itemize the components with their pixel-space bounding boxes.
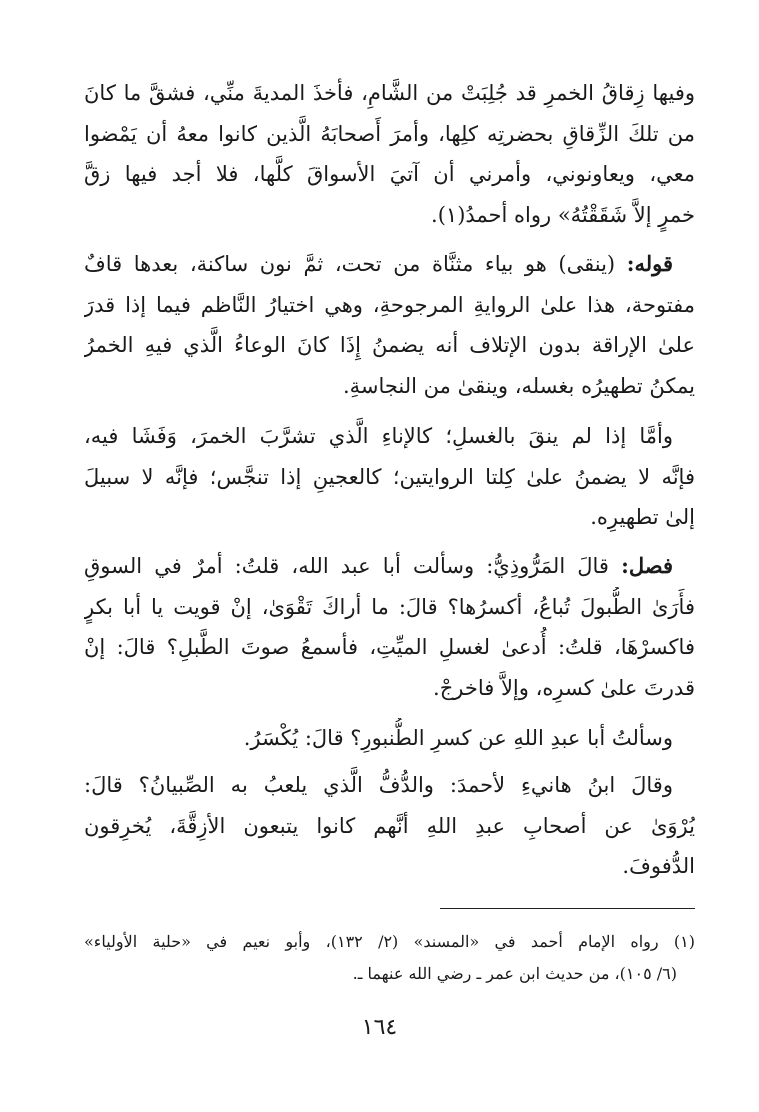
- paragraph-label: قوله:: [626, 251, 673, 276]
- text-line: الدُّفوفَ.: [622, 854, 695, 879]
- text-line: مفتوحة، هذا علىٰ الروايةِ المرجوحةِ، وهي اختيارُ النَّاظم فيما إذا قدرَ: [84, 292, 695, 317]
- text-line: فأَرَىٰ الطُّبولَ تُباعُ، أكسرُها؟ قالَ: ما أراكَ تَقْوَىٰ، إنْ قويت يا أبا بكرٍ: [84, 594, 695, 619]
- text-line: [84, 546, 695, 587]
- text-line: إلىٰ تطهيرِه.: [590, 505, 695, 530]
- paragraph-1: [84, 73, 695, 235]
- text-line: علىٰ الإراقة بدون الإتلاف أنه يضمنُ إِذَا كانَ الوعاءُ الَّذي فيهِ الخمرُ: [84, 333, 695, 358]
- paragraph-label: فصل:: [621, 553, 673, 578]
- text-line: وأمَّا إذا لم ينقَ بالغسلِ؛ كالإناءِ الَّذي تشرَّبَ الخمرَ، وَفَشَا فيه،: [84, 424, 673, 448]
- text-line: معي، ويعاونوني، وأمرني أن آتيَ الأسواقَ كلَّها، فلا أجد فيها زقَّ: [84, 162, 695, 187]
- text-line: خمرٍ إلاَّ شَقَقْتُهُ» رواه أحمدُ(١).: [431, 202, 695, 227]
- text-line: قدرتَ علىٰ كسرِه، وإلاَّ فاخرجْ.: [433, 675, 695, 700]
- paragraph-2: [84, 244, 695, 406]
- text-line: من تلكَ الزِّقاقِ بحضرتِه كلِها، وأمرَ أَصحابَهُ الَّذين كانوا معهُ أن يَمْضوا: [84, 121, 695, 146]
- text-span: قالَ المَرُّوذِيُّ: وسألت أبا عبد الله، قلتُ: أمرٌ في السوقِ: [84, 554, 609, 578]
- page-number: ١٦٤: [361, 1015, 398, 1040]
- text-line: فإنَّه لا يضمنُ علىٰ كِلتا الروايتين؛ كالعجينِ إذا تنجَّس؛ فإنَّه لا سبيلَ: [84, 464, 695, 489]
- text-line: وقالَ ابنُ هانيءِ لأحمدَ: والدُّفُّ الَّذي يلعبُ به الصِّبيانُ؟ قالَ:: [84, 773, 673, 797]
- paragraph-6: [84, 765, 695, 887]
- text-line: يمكنُ تطهيرُه بغسله، وينقىٰ من النجاسةِ.: [342, 373, 695, 398]
- text-line: وفيها زِقاقُ الخمرِ قد جُلِبَتْ من الشَّامِ، فأخذَ المديةَ منِّي، فشقَّ ما كانَ: [84, 81, 695, 105]
- text-line: وسألتُ أبا عبدِ اللهِ عن كسرِ الطُّنبورِ؟ قالَ: يُكْسَرُ.: [243, 726, 673, 750]
- footnote-line: (٦/ ١٠٥)، من حديث ابن عمر ـ رضي الله عنهما ـ.: [352, 964, 677, 983]
- text-span: (ينقى) هو بياء مثنَّاة من تحت، ثمَّ نون ساكنة، بعدها قافٌ: [84, 252, 616, 276]
- footnote-divider: [440, 908, 695, 909]
- footnote: [84, 926, 695, 990]
- text-line: فاكسرْهَا، قلتُ: أُدعىٰ لغسلِ الميِّتِ، فأسمعُ صوتَ الطَّبلِ؟ قالَ: إنْ: [84, 635, 695, 660]
- paragraph-5: [84, 718, 695, 759]
- paragraph-4: [84, 546, 695, 708]
- footnote-line: (١) رواه الإمام أحمد في «المسند» (٢/ ١٣٢)، وأبو نعيم في «حلية الأولياء»: [84, 932, 695, 951]
- paragraph-3: [84, 416, 695, 538]
- text-line: يُرْوَىٰ عن أصحابِ عبدِ اللهِ أنَّهم كانوا يتبعون الأزِقَّةَ، يُخرِقون: [84, 813, 695, 838]
- text-line: [84, 244, 695, 285]
